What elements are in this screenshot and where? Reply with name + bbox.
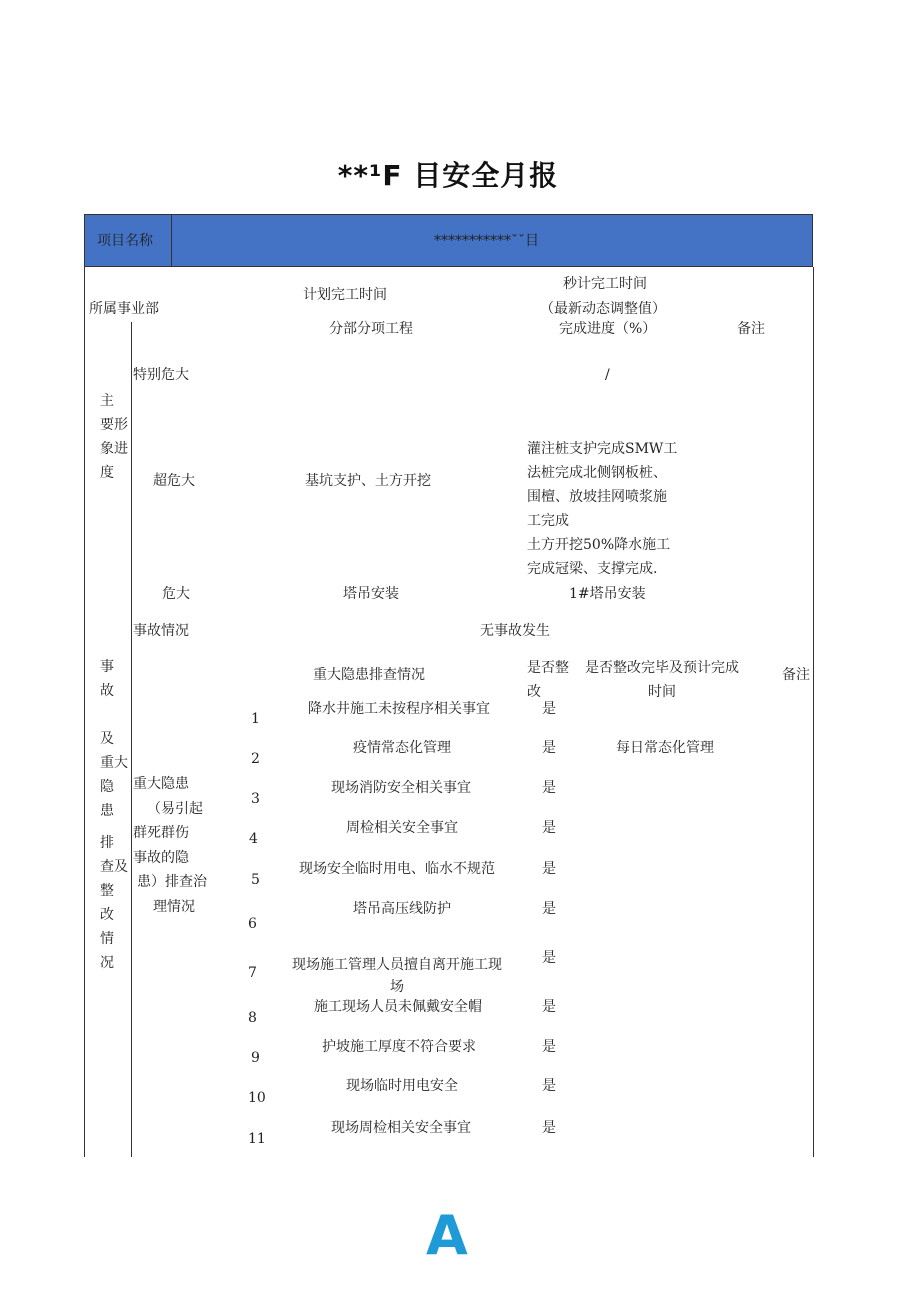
page-title: **¹F 目安全月报 [337, 159, 559, 192]
hazard-no: 8 [248, 1010, 257, 1026]
estimated-complete-label: 秒计完工时间 [563, 276, 647, 292]
accident-label: 事故情况 [133, 623, 189, 639]
hazard-fixed: 是 [542, 999, 556, 1015]
progress-done-special: / [605, 367, 610, 383]
division-label: 所属事业部 [89, 301, 159, 317]
hazard-no: 1 [251, 711, 260, 727]
hazard-desc: 施工现场人员未佩戴安全帽 [314, 999, 482, 1015]
header-divider [171, 214, 172, 267]
done-col-header: 完成进度（%） [559, 321, 657, 337]
subproject-col-header: 分部分项工程 [329, 321, 413, 337]
hazard-label: 重大隐患 （易引起 群死群伤 事故的隐 患）排查治 理情况 [133, 776, 207, 915]
hazard-no: 4 [249, 831, 258, 847]
progress-cat-special: 特别危大 [133, 367, 189, 383]
progress-item-super: 基坑支护、土方开挖 [305, 473, 431, 489]
hazard-desc: 护坡施工厚度不符合要求 [322, 1039, 476, 1055]
hazard-fixed: 是 [542, 950, 556, 966]
hazard-no: 3 [251, 791, 260, 807]
hazard-desc: 现场周检相关安全事宜 [331, 1120, 471, 1136]
hazard-check-col-header: 重大隐患排查情况 [313, 667, 425, 683]
hazard-note-col-header: 备注 [782, 667, 810, 683]
hazard-fixed: 是 [542, 1078, 556, 1094]
progress-cat-major: 危大 [162, 586, 190, 602]
plan-complete-label: 计划完工时间 [303, 287, 387, 303]
hazard-when-col-header: 是否整改完毕及预计完成 时间 [585, 660, 739, 700]
hazard-no: 11 [248, 1131, 266, 1147]
section-divider [131, 322, 132, 1157]
hazard-desc: 现场施工管理人员擅自离开施工现 场 [292, 957, 502, 995]
hazard-fixed-col-header: 是否整 改 [527, 660, 569, 700]
table-left-border [84, 267, 85, 1157]
progress-section-label: 主 要形 象进 度 [100, 393, 128, 481]
project-name-label: 项目名称 [97, 233, 153, 249]
estimated-complete-sub: （最新动态调整值） [540, 301, 666, 317]
hazard-desc: 塔吊高压线防护 [353, 901, 451, 917]
hazard-fixed: 是 [542, 820, 556, 836]
progress-done-major: 1#塔吊安装 [569, 586, 646, 602]
hazard-no: 5 [251, 872, 260, 888]
accident-section-label: 事 故 及 重大 隐 患 排 查及 整 改 情 况 [100, 659, 128, 971]
hazard-no: 9 [251, 1050, 260, 1066]
hazard-no: 2 [251, 751, 260, 767]
hazard-fixed: 是 [542, 780, 556, 796]
hazard-no: 6 [248, 916, 257, 932]
hazard-desc: 现场消防安全相关事宜 [331, 780, 471, 796]
hazard-fixed: 是 [542, 861, 556, 877]
hazard-no: 7 [248, 965, 257, 981]
note-col-header: 备注 [737, 321, 765, 337]
project-name-value: ***********ˇˇ目 [434, 233, 539, 249]
hazard-desc: 周检相关安全事宜 [346, 820, 458, 836]
hazard-desc: 现场安全临时用电、临水不规范 [299, 861, 495, 877]
progress-done-super: 灌注桩支护完成SMW工 法桩完成北侧钢板桩、 围檀、放坡挂网喷浆施 工完成 土方开挖50%降水施工 完成冠梁、支撑完成. [527, 441, 678, 577]
hazard-fixed: 是 [542, 1039, 556, 1055]
hazard-fixed: 是 [542, 1120, 556, 1136]
hazard-fixed: 是 [542, 740, 556, 756]
hazard-desc: 降水井施工未按程序相关事宜 [308, 701, 490, 717]
accident-value: 无事故发生 [480, 623, 550, 639]
progress-item-major: 塔吊安装 [343, 586, 399, 602]
hazard-fixed: 是 [542, 701, 556, 717]
hazard-no: 10 [248, 1090, 266, 1106]
brand-logo: A [426, 1204, 468, 1267]
hazard-fixed: 是 [542, 901, 556, 917]
hazard-desc: 现场临时用电安全 [346, 1078, 458, 1094]
table-right-border [813, 267, 814, 1157]
hazard-when: 每日常态化管理 [616, 740, 714, 756]
hazard-desc: 疫情常态化管理 [353, 740, 451, 756]
progress-cat-super: 超危大 [153, 473, 195, 489]
